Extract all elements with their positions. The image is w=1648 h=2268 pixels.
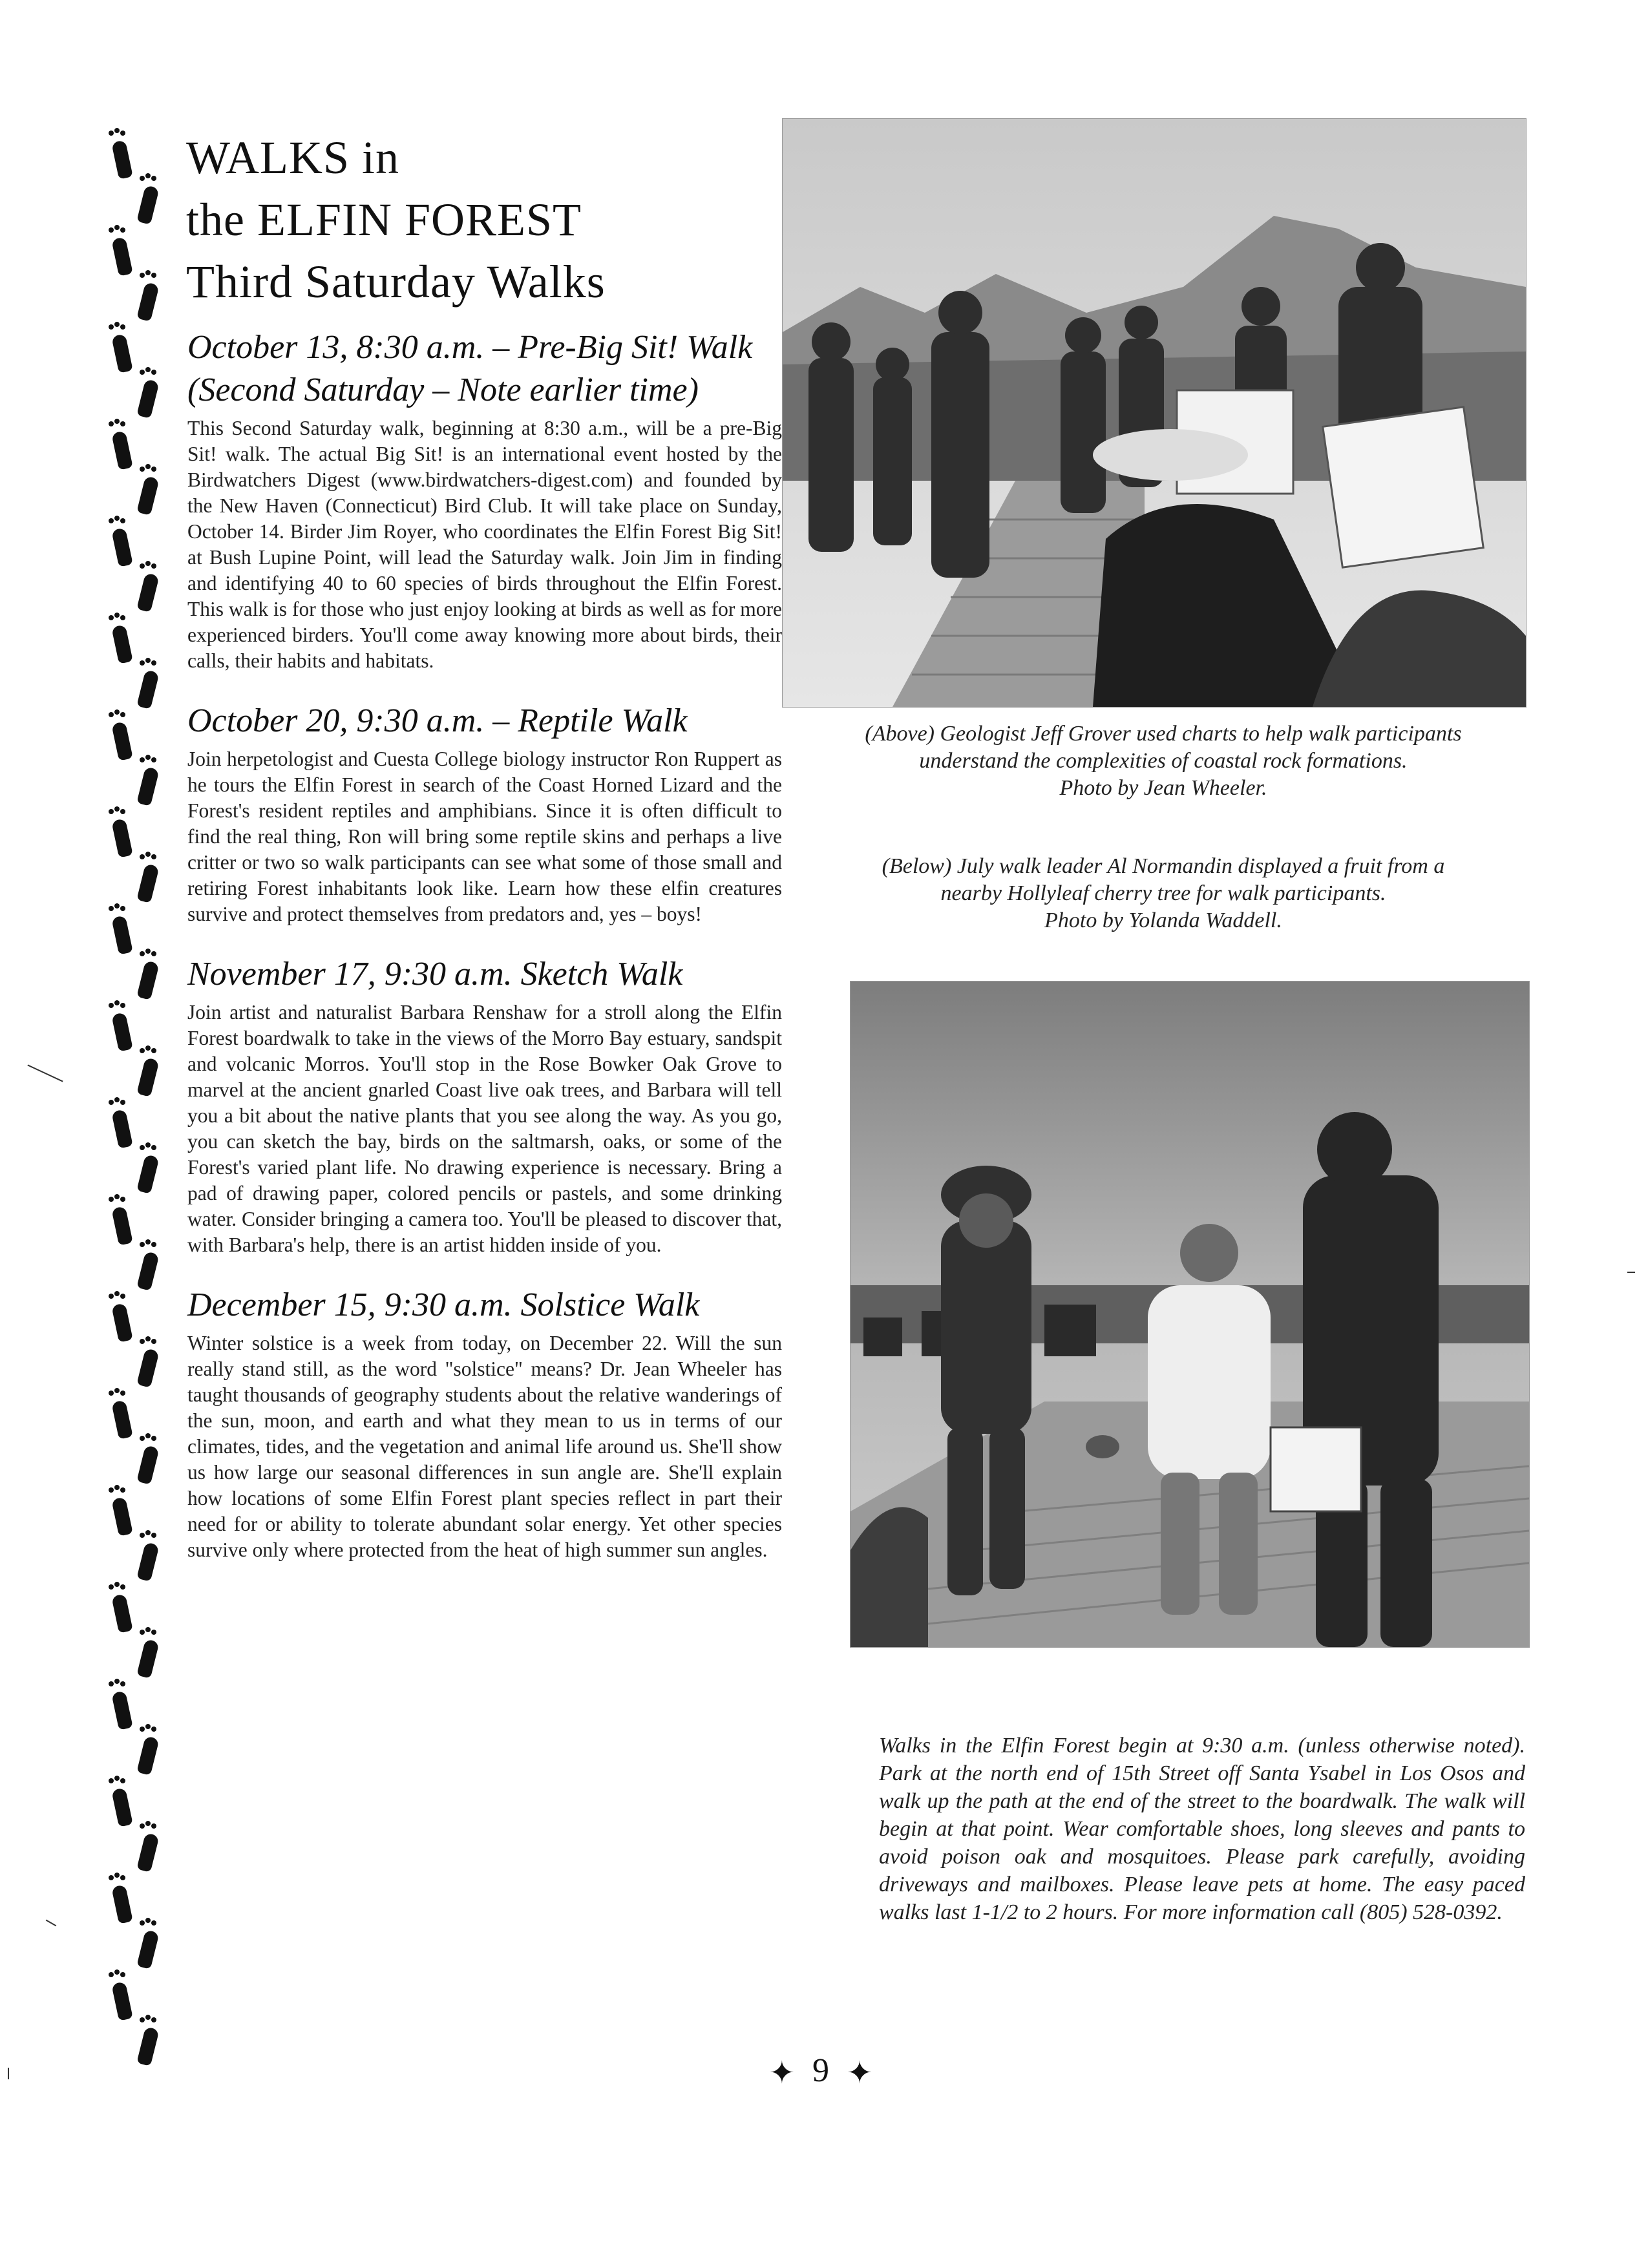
photo-caption-above: [814, 720, 1512, 802]
walk-info-paragraph: Walks in the Elfin Forest begin at 9:30 a.m. (unless otherwise noted). Park at the north end of 15th Street off Santa Ysabel in Los Osos and walk up the path at the end of the street to the boardwalk. The walk will begin at that point. Wear comfortable shoes, long sleeves and pants to avoid poison oak and mosquitoes. Please park carefully, avoiding driveways and mailboxes. Please leave pets at home. The easy paced walks last 1-1/2 to 2 hours. For more information call (805) 528-0392.: [879, 1734, 1525, 1924]
walk-heading: November 17, 9:30 a.m. Sketch Walk: [187, 956, 683, 992]
walk-description: Winter solstice is a week from today, on December 22. Will the sun really stand still, as the word "solstice" means? Dr. Jean Wheeler has taught thousands of geography students about the relative wanderings of the sun, moon, and earth and what they mean to us in terms of our climates, tides, and the vegetation and animal life around us. She'll show us how large our seasonal differences in sun angle are. She'll explain how locations of some Elfin Forest plant species reflect in part their need for or ability to tolerate abundant solar energy. Yet other species survive only where protected from the heat of high summer sun angles.: [187, 1332, 782, 1561]
footprint-icon: [97, 1098, 174, 1195]
footprint-icon: [97, 129, 174, 226]
walk-heading: December 15, 9:30 a.m. Solstice Walk: [187, 1286, 700, 1323]
page-number-footer: [737, 2052, 905, 2093]
stray-pen-mark: [27, 1064, 63, 1082]
footprint-icon: [97, 1971, 174, 2068]
caption-line: (Below) July walk leader Al Normandin displayed a fruit from a: [882, 854, 1445, 878]
walk-entry: [187, 700, 782, 927]
footprint-icon: [97, 1002, 174, 1098]
footprint-icon: [97, 1195, 174, 1292]
photo-geologist-walk-image: [783, 119, 1526, 707]
footprint-icon: [97, 1777, 174, 1874]
footprint-icon: [97, 226, 174, 323]
footprint-icon: [97, 711, 174, 808]
footprint-icon: [97, 1874, 174, 1971]
walk-description: Join artist and naturalist Barbara Renshaw for a stroll along the Elfin Forest boardwalk to take in the views of the Morro Bay estuary, sandspit and volcanic Morros. You'll stop in the Rose Bowker Oak Grove to marvel at the ancient gnarled Coast live oak trees, and Barbara will tell you a bit about the native plants that you see along the way. As you go, you can sketch the bay, birds on the saltmarsh, oaks, or some of the Forest's varied plant life. No drawing experience is necessary. Bring a pad of drawing paper, colored pencils or pastels, and some drinking water. Consider bringing a camera too. You'll be pleased to discover that, with Barbara's help, there is an artist hidden inside of you.: [187, 1001, 782, 1256]
caption-line: Photo by Jean Wheeler.: [1059, 776, 1267, 800]
footprint-icon: [97, 808, 174, 905]
walk-subheading: (Second Saturday – Note earlier time): [187, 372, 699, 408]
footprint-icon: [97, 1680, 174, 1777]
walk-heading: October 20, 9:30 a.m. – Reptile Walk: [187, 702, 688, 739]
star-ornament-icon: ✦: [847, 2056, 873, 2091]
footprint-icon: [97, 1486, 174, 1583]
caption-line: understand the complexities of coastal rock formations.: [919, 749, 1408, 773]
photo-caption-below: [814, 853, 1512, 934]
photo-walk-leader-image: [850, 982, 1529, 1647]
walk-listings: [187, 326, 782, 1589]
stray-pen-mark: [1627, 1272, 1635, 1273]
footprint-icon: [97, 517, 174, 614]
photo-walk-leader: [850, 981, 1530, 1648]
title-line-3: Third Saturday Walks: [186, 256, 606, 308]
caption-line: Photo by Yolanda Waddell.: [1044, 908, 1282, 932]
walk-heading: October 13, 8:30 a.m. – Pre-Big Sit! Walk: [187, 329, 753, 366]
walk-entry: [187, 953, 782, 1258]
walk-description: This Second Saturday walk, beginning at 8:30 a.m., will be a pre-Big Sit! walk. The actual Big Sit! is an international event hosted by the Birdwatchers Digest (www.birdwatchers-digest.com) and founded by the New Haven (Connecticut) Bird Club. It will take place on Sunday, October 14. Birder Jim Royer, who coordinates the Elfin Forest Big Sit! at Bush Lupine Point, will lead the Saturday walk. Join Jim in finding and identifying 40 to 60 species of birds throughout the Elfin Forest. This walk is for those who just enjoy looking at birds as well as for more experienced birders. You'll come away knowing more about birds, their calls, their habits and habitats.: [187, 417, 782, 672]
caption-line: (Above) Geologist Jeff Grover used charts to help walk participants: [865, 722, 1462, 746]
footprint-icon: [97, 905, 174, 1002]
footprint-icon: [97, 420, 174, 517]
stray-pen-mark: [8, 2068, 9, 2079]
footprint-icon: [97, 323, 174, 420]
page-number: 9: [812, 2052, 829, 2089]
star-ornament-icon: ✦: [768, 2056, 795, 2091]
walk-description: Join herpetologist and Cuesta College biology instructor Ron Ruppert as he tours the Elfin Forest in search of the Coast Horned Lizard and the Forest's resident reptiles and amphibians. Since it is often difficult to find the real thing, Ron will bring some reptile skins and perhaps a live critter or two so walk participants can see what some of those small and retiring Forest inhabitants look like. Learn how these elfin creatures survive and protect themselves from predators and, yes – boys!: [187, 748, 782, 925]
walk-entry: [187, 1284, 782, 1563]
photo-geologist-walk: [782, 118, 1527, 708]
footprint-icon: [97, 614, 174, 711]
title-line-2: the ELFIN FOREST: [186, 194, 582, 246]
walk-entry: [187, 326, 782, 674]
footprint-icon: [97, 1292, 174, 1389]
footprint-icon: [97, 1583, 174, 1680]
page-title: [186, 127, 703, 313]
footprint-icon: [97, 1389, 174, 1486]
footprint-border: [97, 129, 194, 2087]
caption-line: nearby Hollyleaf cherry tree for walk participants.: [940, 881, 1386, 905]
stray-pen-mark: [46, 1920, 57, 1927]
title-line-1: WALKS in: [186, 132, 399, 184]
